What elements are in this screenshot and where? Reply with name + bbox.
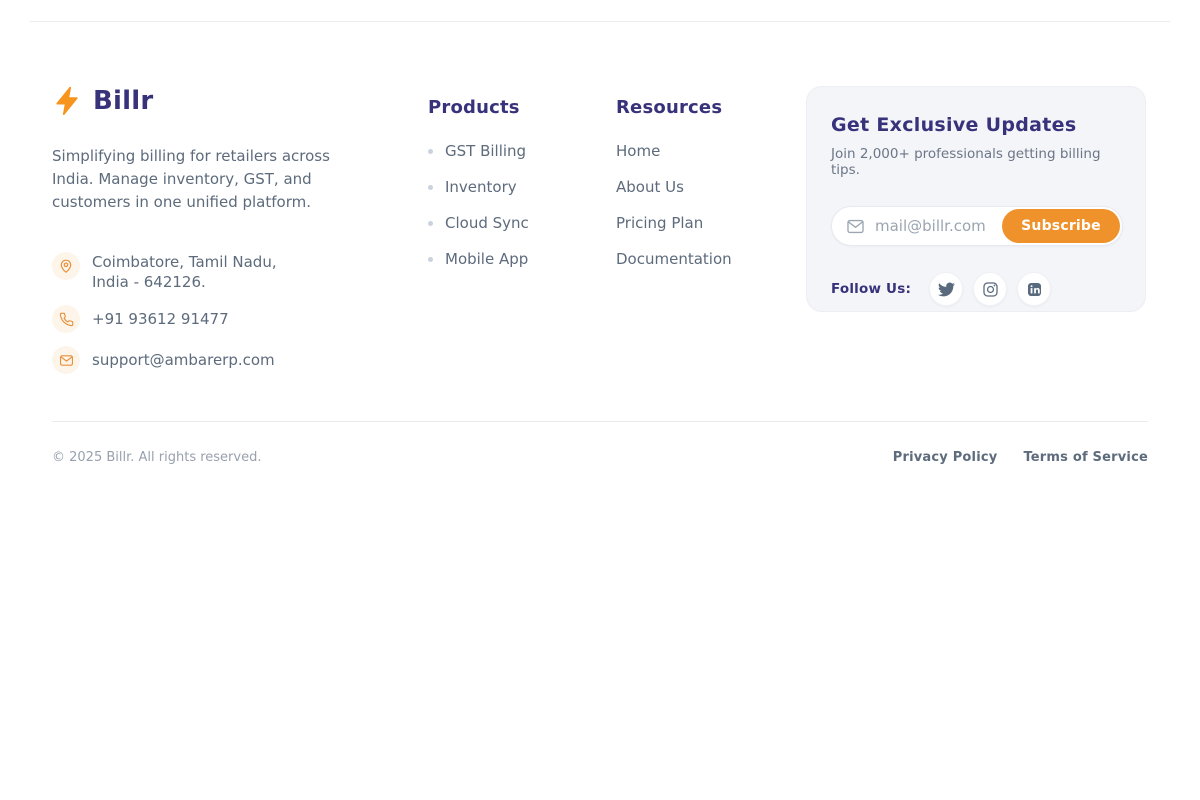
products-link-mobile-app[interactable]: Mobile App: [445, 250, 529, 268]
resources-link-home[interactable]: Home: [616, 142, 661, 160]
legal-links: [893, 450, 1148, 465]
list-item: [616, 205, 732, 241]
resources-link-about-us[interactable]: About Us: [616, 178, 684, 196]
email-address[interactable]: support@ambarerp.com: [92, 351, 275, 369]
list-item: [616, 169, 732, 205]
resources-list: [616, 133, 732, 277]
products-link-cloud-sync[interactable]: Cloud Sync: [445, 214, 529, 232]
terms-of-service-link[interactable]: Terms of Service: [1023, 450, 1148, 465]
location-pin-icon: [52, 252, 80, 280]
newsletter-card: [806, 86, 1146, 312]
brand-name: Billr: [93, 86, 154, 116]
resources-link-pricing-plan[interactable]: Pricing Plan: [616, 214, 704, 232]
linkedin-icon[interactable]: [1017, 272, 1051, 306]
list-item: [616, 241, 732, 277]
contact-list: [52, 252, 372, 374]
bullet-dot-icon: [428, 185, 433, 190]
email-icon: [52, 346, 80, 374]
copyright-text: © 2025 Billr. All rights reserved.: [52, 450, 262, 465]
list-item: [616, 133, 732, 169]
resources-link-documentation[interactable]: Documentation: [616, 250, 732, 268]
address-line-2: India - 642126.: [92, 273, 206, 291]
follow-us-label: Follow Us:: [831, 281, 912, 297]
resources-column: [616, 96, 732, 277]
brand-column: [52, 84, 372, 374]
brand-logo: [52, 84, 372, 118]
phone-icon: [52, 305, 80, 333]
newsletter-heading: Get Exclusive Updates: [831, 114, 1077, 136]
envelope-icon: [846, 217, 865, 236]
bullet-dot-icon: [428, 149, 433, 154]
products-link-inventory[interactable]: Inventory: [445, 178, 517, 196]
bullet-dot-icon: [428, 257, 433, 262]
newsletter-email-group: [831, 206, 1123, 246]
contact-email: [52, 346, 372, 374]
instagram-icon[interactable]: [973, 272, 1007, 306]
bottom-divider: [52, 421, 1148, 422]
products-heading: Products: [428, 97, 520, 118]
newsletter-subtext: Join 2,000+ professionals getting billing tips.: [831, 146, 1101, 178]
top-divider: [30, 21, 1170, 22]
twitter-icon[interactable]: [929, 272, 963, 306]
contact-address: [52, 252, 372, 292]
products-column: [428, 96, 529, 277]
social-links: [929, 272, 1051, 306]
address-text: [92, 252, 277, 292]
products-list: [428, 133, 529, 277]
follow-row: [831, 272, 1121, 306]
brand-description: Simplifying billing for retailers across India. Manage inventory, GST, and customers in one unified platform.: [52, 147, 330, 211]
bullet-dot-icon: [428, 221, 433, 226]
list-item: [428, 205, 529, 241]
phone-number[interactable]: +91 93612 91477: [92, 310, 229, 328]
address-line-1: Coimbatore, Tamil Nadu,: [92, 253, 277, 271]
privacy-policy-link[interactable]: Privacy Policy: [892, 450, 998, 465]
products-link-gst-billing[interactable]: GST Billing: [445, 142, 527, 160]
contact-phone: [52, 305, 372, 333]
list-item: [428, 169, 529, 205]
bottom-bar: [52, 450, 1148, 465]
lightning-bolt-icon: [52, 84, 84, 118]
list-item: [428, 133, 529, 169]
list-item: [428, 241, 529, 277]
resources-heading: Resources: [616, 97, 723, 118]
subscribe-button[interactable]: Subscribe: [1002, 209, 1120, 243]
